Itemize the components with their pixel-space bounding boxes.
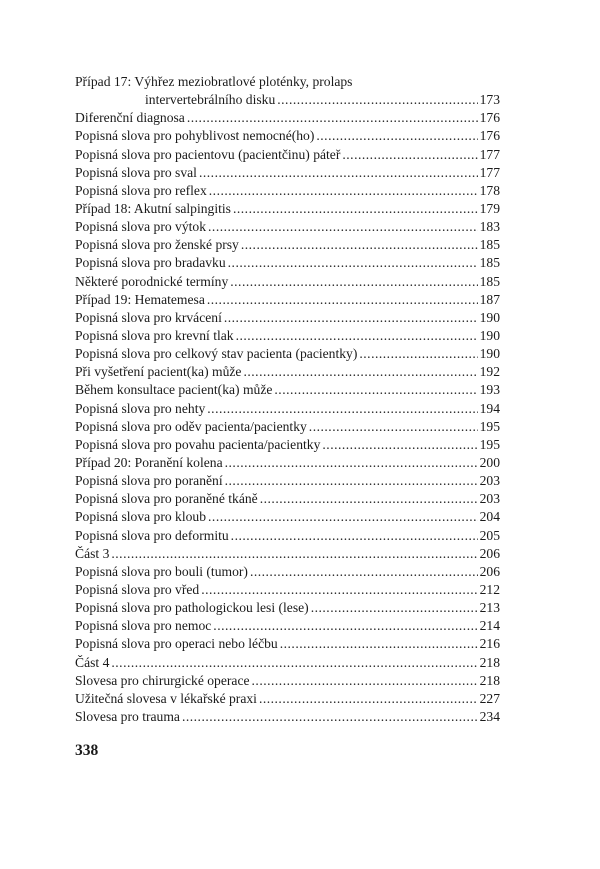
toc-entry — [75, 599, 500, 617]
toc-entry-title: Popisná slova pro pacientovu (pacientčinu) páteř — [75, 146, 341, 162]
toc-entry-page: 194 — [479, 400, 500, 416]
toc-entry-page: 218 — [479, 672, 500, 688]
toc-entry — [75, 200, 500, 218]
dot-leader — [207, 400, 477, 418]
toc-entry — [75, 617, 500, 635]
toc-entry — [75, 654, 500, 672]
dot-leader — [260, 490, 478, 508]
toc-entry-title: Popisná slova pro deformitu — [75, 527, 229, 543]
toc-entry-page: 204 — [479, 509, 500, 525]
toc-entry-page: 203 — [479, 491, 500, 507]
toc-entry — [75, 472, 500, 490]
toc-entry-page: 177 — [479, 164, 500, 180]
toc-entry-page: 178 — [479, 182, 500, 198]
dot-leader — [224, 309, 478, 327]
dot-leader — [199, 164, 478, 182]
dot-leader — [228, 254, 478, 272]
toc-entry-page: 190 — [479, 327, 500, 343]
toc-entry-title: Popisná slova pro bouli (tumor) — [75, 563, 248, 579]
dot-leader — [208, 508, 478, 526]
dot-leader — [230, 273, 477, 291]
toc-entry-title: Případ 17: Výhřez meziobratlové ploténky, prolaps — [75, 74, 353, 89]
dot-leader — [342, 146, 477, 164]
toc-entry-title: Popisná slova pro povahu pacienta/pacientky — [75, 436, 321, 452]
dot-leader — [231, 527, 478, 545]
dot-leader — [182, 708, 478, 726]
page-number: 338 — [75, 742, 99, 759]
toc-entry-title: Popisná slova pro kloub — [75, 509, 207, 525]
toc-entry-title: Popisná slova pro pohyblivost nemocné(ho) — [75, 128, 315, 144]
toc-entry-page: 176 — [479, 128, 500, 144]
toc-entry-page: 190 — [479, 309, 500, 325]
toc-entry-title: Některé porodnické termíny — [75, 273, 229, 289]
toc-entry-title: Popisná slova pro poranění — [75, 473, 223, 489]
toc-entry — [75, 109, 500, 127]
dot-leader — [111, 654, 477, 672]
dot-leader — [208, 218, 478, 236]
toc-entry — [75, 527, 500, 545]
toc-entry — [75, 345, 500, 363]
dot-leader — [243, 363, 477, 381]
toc-entry — [75, 400, 500, 418]
toc-entry-title: Popisná slova pro bradavku — [75, 255, 226, 271]
dot-leader — [311, 599, 478, 617]
toc-entry-page: 216 — [479, 636, 500, 652]
toc-entry — [75, 508, 500, 526]
toc-entry-title: Popisná slova pro krevní tlak — [75, 327, 234, 343]
toc-entry-page: 218 — [479, 654, 500, 670]
toc-entry — [75, 672, 500, 690]
toc-entry-page: 185 — [479, 237, 500, 253]
toc-entry-title: Část 4 — [75, 654, 110, 670]
toc-entry-page: 192 — [479, 364, 500, 380]
toc-entry — [75, 127, 500, 145]
toc-entry-title: Popisná slova pro krvácení — [75, 309, 222, 325]
toc-entry-page: 183 — [479, 219, 500, 235]
dot-leader — [209, 182, 478, 200]
toc-entry-page: 206 — [479, 563, 500, 579]
toc-entry — [75, 182, 500, 200]
toc-entry-page: 206 — [479, 545, 500, 561]
toc-entry-title: Popisná slova pro výtok — [75, 219, 207, 235]
toc-entry-page: 187 — [479, 291, 500, 307]
toc-entry-title: Popisná slova pro pathologickou lesi (lese) — [75, 600, 309, 616]
toc-entry — [75, 146, 500, 164]
toc-entry — [75, 254, 500, 272]
toc-entry — [75, 545, 500, 563]
toc-entry — [75, 236, 500, 254]
dot-leader — [225, 454, 478, 472]
toc-entry-title: Případ 19: Hematemesa — [75, 291, 205, 307]
toc-entry-page: 203 — [479, 473, 500, 489]
toc-entry — [75, 418, 500, 436]
toc-entry — [75, 91, 500, 109]
toc-entry-title: Případ 20: Poranění kolena — [75, 454, 223, 470]
dot-leader — [274, 381, 477, 399]
toc-entry-page: 205 — [479, 527, 500, 543]
toc-entry-page: 176 — [479, 110, 500, 126]
toc-entry — [75, 309, 500, 327]
toc-entry — [75, 563, 500, 581]
toc-entry-page: 212 — [479, 581, 500, 597]
dot-leader — [225, 472, 478, 490]
toc-entry-page: 193 — [479, 382, 500, 398]
toc-entry — [75, 690, 500, 708]
toc-entry — [75, 708, 500, 726]
dot-leader — [259, 690, 478, 708]
toc-entry — [75, 164, 500, 182]
toc-entry-page: 190 — [479, 346, 500, 362]
toc-entry — [75, 381, 500, 399]
table-of-contents — [75, 73, 500, 726]
toc-entry-title: Popisná slova pro vřed — [75, 581, 200, 597]
toc-entry-title: Slovesa pro chirurgické operace — [75, 672, 250, 688]
toc-entry-title: Případ 18: Akutní salpingitis — [75, 200, 231, 216]
toc-entry — [75, 581, 500, 599]
toc-entry-page: 185 — [479, 273, 500, 289]
toc-entry-page: 185 — [479, 255, 500, 271]
toc-entry — [75, 291, 500, 309]
toc-entry-title: Popisná slova pro nemoc — [75, 618, 212, 634]
toc-entry-page: 195 — [479, 418, 500, 434]
toc-entry-title: Popisná slova pro sval — [75, 164, 197, 180]
toc-entry-title: Při vyšetření pacient(ka) může — [75, 364, 242, 380]
toc-entry-title: Popisná slova pro poraněné tkáně — [75, 491, 258, 507]
toc-entry-page: 179 — [479, 200, 500, 216]
toc-entry-title: Popisná slova pro operaci nebo léčbu — [75, 636, 278, 652]
toc-entry-title: Popisná slova pro celkový stav pacienta (pacientky) — [75, 346, 358, 362]
toc-entry-title-line — [75, 73, 500, 91]
dot-leader — [309, 418, 478, 436]
toc-entry — [75, 454, 500, 472]
toc-entry-title: Popisná slova pro nehty — [75, 400, 206, 416]
toc-entry — [75, 635, 500, 653]
dot-leader — [236, 327, 478, 345]
toc-entry-title: Popisná slova pro reflex — [75, 182, 207, 198]
toc-entry-page: 214 — [479, 618, 500, 634]
toc-entry-title: Během konsultace pacient(ka) může — [75, 382, 273, 398]
dot-leader — [277, 91, 477, 109]
dot-leader — [280, 635, 478, 653]
toc-entry-title: Diferenční diagnosa — [75, 110, 185, 126]
toc-entry-page: 195 — [479, 436, 500, 452]
toc-entry — [75, 327, 500, 345]
dot-leader — [233, 200, 478, 218]
toc-entry — [75, 490, 500, 508]
toc-entry-title: Popisná slova pro ženské prsy — [75, 237, 239, 253]
toc-entry — [75, 273, 500, 291]
toc-entry-title: Popisná slova pro oděv pacienta/pacientky — [75, 418, 307, 434]
toc-entry-title: Užitečná slovesa v lékařské praxi — [75, 690, 257, 706]
toc-entry-page: 234 — [479, 708, 500, 724]
dot-leader — [250, 563, 478, 581]
dot-leader — [111, 545, 477, 563]
toc-entry-page: 213 — [479, 600, 500, 616]
dot-leader — [241, 236, 478, 254]
dot-leader — [207, 291, 478, 309]
dot-leader — [322, 436, 477, 454]
toc-entry — [75, 218, 500, 236]
toc-entry-title-continuation: intervertebrálního disku — [145, 92, 276, 108]
toc-entry-page: 177 — [479, 146, 500, 162]
toc-entry — [75, 363, 500, 381]
dot-leader — [316, 127, 477, 145]
toc-entry-page: 173 — [479, 92, 500, 108]
dot-leader — [252, 672, 478, 690]
dot-leader — [359, 345, 477, 363]
dot-leader — [213, 617, 477, 635]
dot-leader — [201, 581, 477, 599]
toc-entry-title: Slovesa pro trauma — [75, 708, 180, 724]
toc-entry-page: 227 — [479, 690, 500, 706]
toc-entry — [75, 436, 500, 454]
toc-entry-title: Část 3 — [75, 545, 110, 561]
dot-leader — [187, 109, 478, 127]
toc-entry-page: 200 — [479, 454, 500, 470]
